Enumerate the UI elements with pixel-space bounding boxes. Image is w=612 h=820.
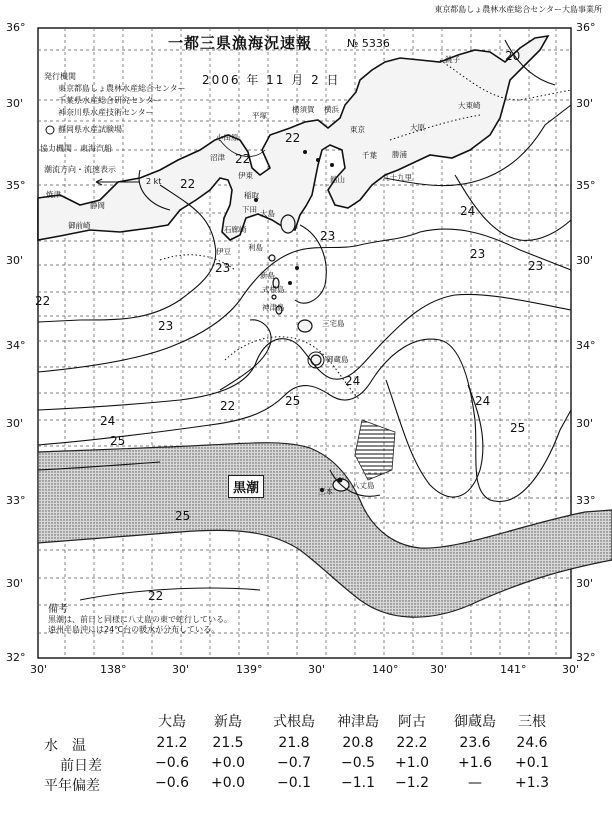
longitude-label: 138°: [100, 663, 127, 676]
place-name: 東京: [350, 125, 365, 134]
isotherm-label: 24: [100, 414, 116, 428]
place-name: 勝浦: [392, 150, 407, 159]
latitude-label-left: 34°: [6, 339, 26, 352]
isotherm-label: 25: [510, 421, 526, 435]
place-name: 館山: [330, 175, 345, 184]
place-name: 御蔵島: [326, 355, 349, 364]
latitude-label-left: 35°: [6, 179, 26, 192]
map-note: [48, 605, 232, 635]
note-line-1: 黒潮は、前日と同様に八丈島の東で蛇行している。: [48, 615, 232, 624]
table-cell: −1.2: [395, 775, 429, 791]
place-name: 伊豆: [216, 247, 231, 256]
place-name: 三本: [318, 487, 333, 496]
table-cell: −0.1: [277, 775, 311, 791]
table-cell: −0.6: [155, 755, 189, 771]
place-name: 横須賀: [292, 105, 315, 114]
isotherm-label: 24: [460, 204, 476, 218]
table-cell: 23.6: [459, 735, 491, 751]
longitude-label: 30': [308, 663, 326, 676]
isotherm-label: 25: [175, 509, 191, 523]
toshima-island: [269, 255, 275, 261]
place-name: 銚子: [445, 55, 460, 64]
row-label: 前日差: [60, 758, 102, 774]
miyakejima-island: [298, 320, 312, 332]
latitude-label-left: 32°: [6, 651, 26, 664]
isotherm-label: 25: [285, 394, 301, 408]
place-name: 静岡: [90, 201, 105, 210]
oshima-island: [281, 215, 295, 233]
table-cell: 20.8: [342, 735, 374, 751]
table-cell: +0.1: [515, 755, 549, 771]
legend-heading: 発行機関: [44, 72, 76, 81]
issuing-office-header: 東京都島しょ農林水産総合センター大島事業所: [434, 5, 602, 14]
latitude-label-right: 33°: [576, 494, 596, 507]
place-name: 沼津: [210, 153, 225, 162]
station-header: 三根: [518, 714, 546, 730]
place-name: 横浜: [324, 105, 339, 114]
latitude-label-left: 30': [6, 417, 24, 430]
issuer-2: 千葉県水産総合研究センター: [58, 96, 162, 105]
row-label: 平年偏差: [44, 778, 100, 794]
isotherm-label: 23: [470, 247, 486, 261]
station-header: 御蔵島: [454, 714, 496, 730]
row-label: 水 温: [44, 738, 86, 754]
longitude-label: 30': [562, 663, 580, 676]
place-name: 下田: [242, 205, 257, 214]
station-header: 大島: [158, 714, 186, 730]
latitude-label-left: 30': [6, 97, 24, 110]
isotherm-label: 22: [148, 589, 164, 603]
isotherm-label: 24: [475, 394, 491, 408]
latitude-label-left: 36°: [6, 21, 26, 34]
place-name: 小田原: [216, 133, 239, 142]
issuer-4: 静岡県水産試験場: [58, 125, 122, 134]
latitude-label-right: 30': [576, 417, 594, 430]
latitude-label-left: 33°: [6, 494, 26, 507]
longitude-label: 141°: [500, 663, 527, 676]
hatched-area: [355, 420, 395, 480]
place-name: 石廊崎: [224, 225, 247, 234]
latitude-label-right: 32°: [576, 651, 596, 664]
isotherm-label: 22: [35, 294, 51, 308]
isotherm-label: 23: [215, 261, 231, 275]
table-row: [0, 775, 612, 795]
isotherm-label: 23: [158, 319, 174, 333]
latitude-label-left: 30': [6, 577, 24, 590]
longitude-label: 139°: [236, 663, 263, 676]
isotherm-label: 23: [528, 259, 544, 273]
isotherm-label: 22: [235, 152, 251, 166]
isotherm-label: 24: [345, 374, 361, 388]
station-header: 式根島: [273, 714, 315, 730]
table-cell: 21.8: [278, 735, 310, 751]
bulletin-title: 一都三県漁海況速報: [168, 34, 313, 52]
isotherm-label: 22: [220, 399, 236, 413]
table-row: [0, 735, 612, 755]
issuer-1: 東京都島しょ農林水産総合センター: [58, 84, 186, 93]
table-cell: +1.6: [458, 755, 492, 771]
table-cell: +1.3: [515, 775, 549, 791]
longitude-label: 30': [30, 663, 48, 676]
issue-number: № 5336: [347, 37, 390, 50]
table-cell: +0.0: [211, 775, 245, 791]
place-name: 九十九里: [382, 173, 412, 182]
place-name: 大原: [410, 123, 425, 132]
place-name: 千葉: [362, 151, 377, 160]
legend-station-symbol: [46, 126, 54, 134]
table-cell: 21.2: [156, 735, 188, 751]
station-header: 阿古: [398, 714, 426, 730]
kuroshio-label: 黒潮: [228, 475, 264, 498]
issuer-3: 神奈川県水産技術センター: [58, 108, 154, 117]
longitude-label: 30': [430, 663, 448, 676]
mikurajima-island: [311, 355, 321, 365]
latitude-label-right: 36°: [576, 21, 596, 34]
place-name: 八丈島: [352, 481, 375, 490]
isotherm-label: 20: [505, 49, 521, 63]
latitude-label-right: 34°: [576, 339, 596, 352]
shikinejima-island: [272, 295, 276, 299]
note-line-2: 遠州半島沖には24℃台の暖水が分布している。: [48, 625, 220, 634]
station-header: 新島: [214, 714, 242, 730]
flow-scale: 2 kt: [146, 177, 162, 186]
table-cell: −1.1: [341, 775, 375, 791]
isotherm-label: 22: [180, 177, 196, 191]
latitude-label-right: 30': [576, 97, 594, 110]
isotherm-label: 23: [320, 229, 336, 243]
place-name: 大東崎: [458, 101, 481, 110]
longitude-label: 140°: [372, 663, 399, 676]
place-name: 御前崎: [68, 221, 91, 230]
table-cell: 21.5: [212, 735, 244, 751]
latitude-label-left: 30': [6, 254, 24, 267]
place-name: 新島: [260, 271, 275, 280]
table-cell: 22.2: [396, 735, 428, 751]
isotherm-label: 25: [110, 434, 126, 448]
latitude-label-right: 35°: [576, 179, 596, 192]
table-cell: −0.7: [277, 755, 311, 771]
place-name: 大島: [260, 209, 275, 218]
table-cell: −0.6: [155, 775, 189, 791]
place-name: 焼津: [46, 190, 61, 199]
kuroshio-band: [38, 443, 612, 617]
bulletin-date: 2006 年 11 月 2 日: [202, 73, 341, 87]
table-cell: 24.6: [516, 735, 548, 751]
table-cell: −0.5: [341, 755, 375, 771]
table-cell: —: [468, 775, 482, 791]
table-cell: +0.0: [211, 755, 245, 771]
place-name: 平塚: [252, 111, 267, 120]
station-header: 神津島: [337, 714, 379, 730]
place-name: 神津島: [262, 303, 285, 312]
longitude-label: 30': [172, 663, 190, 676]
place-name: 伊東: [238, 171, 253, 180]
table-row: [0, 755, 612, 775]
table-header-row: [0, 711, 612, 731]
latitude-label-right: 30': [576, 254, 594, 267]
place-name: 三宅島: [322, 319, 345, 328]
flow-note: 潮流方向・流速表示: [44, 165, 116, 174]
isotherm-label: 22: [285, 131, 301, 145]
note-title: 備考: [48, 604, 68, 615]
place-name: 稲取: [244, 191, 259, 200]
place-name: 利島: [248, 243, 263, 252]
place-name: 式根島: [262, 285, 285, 294]
cooperation-agency: 協力機関 東海汽船: [40, 144, 112, 153]
table-cell: +1.0: [395, 755, 429, 771]
latitude-label-right: 30': [576, 577, 594, 590]
